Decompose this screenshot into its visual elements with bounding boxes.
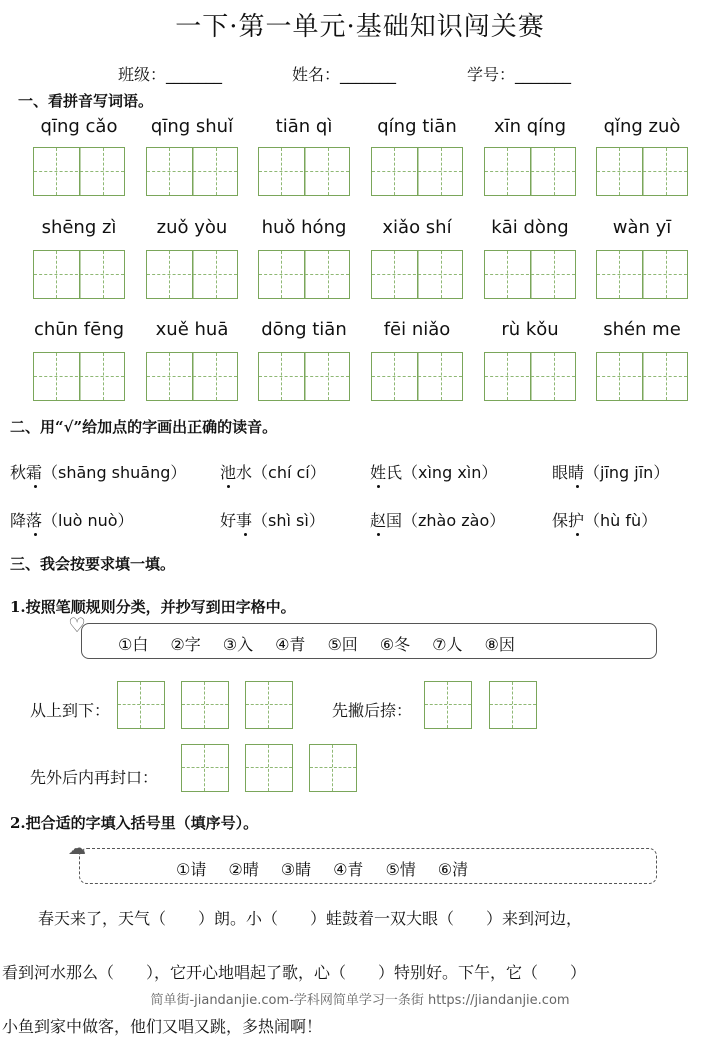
- option-item: ⑥清: [437, 860, 469, 879]
- name-field[interactable]: 姓名：_______: [292, 65, 397, 84]
- reading-item: [220, 508, 325, 531]
- pinyin-options[interactable]: （hù fù）: [584, 511, 658, 530]
- tianzige-grid[interactable]: [371, 250, 463, 299]
- word: 赵国: [370, 511, 403, 530]
- pinyin-label: wàn yī: [612, 217, 672, 238]
- tianzige-grid[interactable]: [484, 147, 576, 196]
- tianzige-grid[interactable]: [33, 352, 125, 401]
- tianzige-grid[interactable]: [146, 352, 238, 401]
- section3-heading: 三、我会按要求填一填。: [10, 555, 176, 573]
- q1-options: [118, 632, 515, 655]
- pinyin-label: xīn qíng: [493, 116, 567, 137]
- number-field[interactable]: 学号：_______: [467, 65, 572, 84]
- option-item: ⑤情: [385, 860, 416, 879]
- pinyin-label: chūn fēng: [33, 319, 125, 340]
- option-item: ③睛: [280, 860, 312, 879]
- option-item: ②字: [170, 635, 201, 654]
- writing-grid[interactable]: [489, 681, 537, 729]
- tianzige-grid[interactable]: [596, 147, 688, 196]
- pinyin-label: qīng shuǐ: [150, 116, 234, 137]
- label-top-to-bottom: 从上到下：: [30, 701, 111, 720]
- tianzige-grid[interactable]: [484, 250, 576, 299]
- pinyin-label: xiǎo shí: [382, 217, 452, 238]
- word: 眼睛: [552, 463, 585, 482]
- tianzige-grid[interactable]: [596, 250, 688, 299]
- writing-grid[interactable]: [424, 681, 472, 729]
- tianzige-grid[interactable]: [33, 250, 125, 299]
- reading-item: [552, 508, 657, 531]
- writing-grid[interactable]: [181, 681, 229, 729]
- option-item: ④青: [333, 860, 364, 879]
- heart-icon: ♡: [68, 613, 86, 637]
- emphasis-dot: [34, 485, 37, 488]
- option-item: ①请: [176, 860, 207, 879]
- pinyin-label: huǒ hóng: [261, 217, 347, 238]
- emphasis-dot: [576, 485, 579, 488]
- pinyin-label: qīng cǎo: [40, 116, 118, 137]
- pinyin-options[interactable]: （jīng jīn）: [584, 463, 670, 482]
- word: 秋霜: [10, 463, 43, 482]
- pinyin-options[interactable]: （shāng shuāng）: [42, 463, 187, 482]
- option-item: ②晴: [228, 860, 259, 879]
- emphasis-dot: [244, 533, 247, 536]
- pinyin-label: shén me: [603, 319, 681, 340]
- label-pie-then-na: 先撇后捺：: [332, 701, 413, 720]
- tianzige-grid[interactable]: [146, 250, 238, 299]
- q2-options: [176, 857, 468, 880]
- tianzige-grid[interactable]: [258, 147, 350, 196]
- option-item: ③入: [222, 635, 254, 654]
- writing-grid[interactable]: [181, 744, 229, 792]
- pinyin-options[interactable]: （shì sì）: [252, 511, 325, 530]
- pinyin-label: fēi niǎo: [383, 319, 451, 340]
- tianzige-grid[interactable]: [33, 147, 125, 196]
- word: 降落: [10, 511, 43, 530]
- pinyin-label: rù kǒu: [501, 319, 559, 340]
- label-outside-inside: 先外后内再封口：: [30, 768, 159, 787]
- pinyin-label: dōng tiān: [261, 319, 347, 340]
- pinyin-options[interactable]: （zhào zào）: [402, 511, 506, 530]
- reading-item: [552, 460, 669, 483]
- pinyin-label: qǐng zuò: [603, 116, 681, 137]
- watermark: 简单街-jiandanjie.com-学科网简单学习一条街 https://jiandanjie.com: [150, 993, 570, 1008]
- pinyin-label: shēng zì: [41, 217, 117, 238]
- pinyin-label: zuǒ yòu: [156, 217, 228, 238]
- pinyin-label: qíng tiān: [377, 116, 457, 137]
- class-field[interactable]: 班级：_______: [118, 65, 223, 84]
- pinyin-options[interactable]: （chí cí）: [252, 463, 326, 482]
- passage-line: 看到河水那么（ ），它开心地唱起了歌，心（ ）特别好。下午，它（ ）: [2, 963, 587, 982]
- tianzige-grid[interactable]: [258, 250, 350, 299]
- writing-grid[interactable]: [245, 744, 293, 792]
- word: 姓氏: [370, 463, 403, 482]
- word: 好事: [220, 511, 253, 530]
- pinyin-label: tiān qì: [275, 116, 333, 137]
- section1-heading: 一、看拼音写词语。: [18, 92, 154, 110]
- emphasis-dot: [227, 485, 230, 488]
- option-item: ⑤回: [327, 635, 358, 654]
- writing-grid[interactable]: [117, 681, 165, 729]
- tianzige-grid[interactable]: [596, 352, 688, 401]
- page-title: 一下·第一单元·基础知识闯关赛: [175, 12, 545, 42]
- tianzige-grid[interactable]: [146, 147, 238, 196]
- q2-heading: 2.把合适的字填入括号里（填序号）。: [10, 814, 259, 832]
- passage-line: 春天来了，天气（ ）朗。小（ ）蛙鼓着一双大眼（ ）来到河边，: [38, 909, 583, 928]
- writing-grid[interactable]: [309, 744, 357, 792]
- tianzige-grid[interactable]: [371, 352, 463, 401]
- reading-item: [370, 460, 497, 483]
- tianzige-grid[interactable]: [258, 352, 350, 401]
- reading-item: [10, 508, 134, 531]
- reading-item: [220, 460, 326, 483]
- emphasis-dot: [377, 485, 380, 488]
- option-item: ⑧因: [484, 635, 515, 654]
- passage-line: 小鱼到家中做客，他们又唱又跳，多热闹啊！: [2, 1017, 323, 1036]
- option-item: ④青: [275, 635, 306, 654]
- pinyin-options[interactable]: （xìng xìn）: [402, 463, 498, 482]
- writing-grid[interactable]: [245, 681, 293, 729]
- tianzige-grid[interactable]: [484, 352, 576, 401]
- option-item: ①白: [118, 635, 149, 654]
- word: 保护: [552, 511, 585, 530]
- cloud-icon: ☁: [68, 838, 86, 859]
- emphasis-dot: [576, 533, 579, 536]
- emphasis-dot: [34, 533, 37, 536]
- tianzige-grid[interactable]: [371, 147, 463, 196]
- option-item: ⑦人: [432, 635, 463, 654]
- reading-item: [370, 508, 505, 531]
- pinyin-label: kāi dòng: [491, 217, 569, 238]
- reading-item: [10, 460, 186, 483]
- pinyin-label: xuě huā: [155, 319, 229, 340]
- word: 池水: [220, 463, 253, 482]
- emphasis-dot: [377, 533, 380, 536]
- section2-heading: 二、用“√”给加点的字画出正确的读音。: [10, 418, 278, 436]
- q1-heading: 1.按照笔顺规则分类，并抄写到田字格中。: [10, 598, 296, 616]
- pinyin-options[interactable]: （luò nuò）: [42, 511, 134, 530]
- option-item: ⑥冬: [379, 635, 411, 654]
